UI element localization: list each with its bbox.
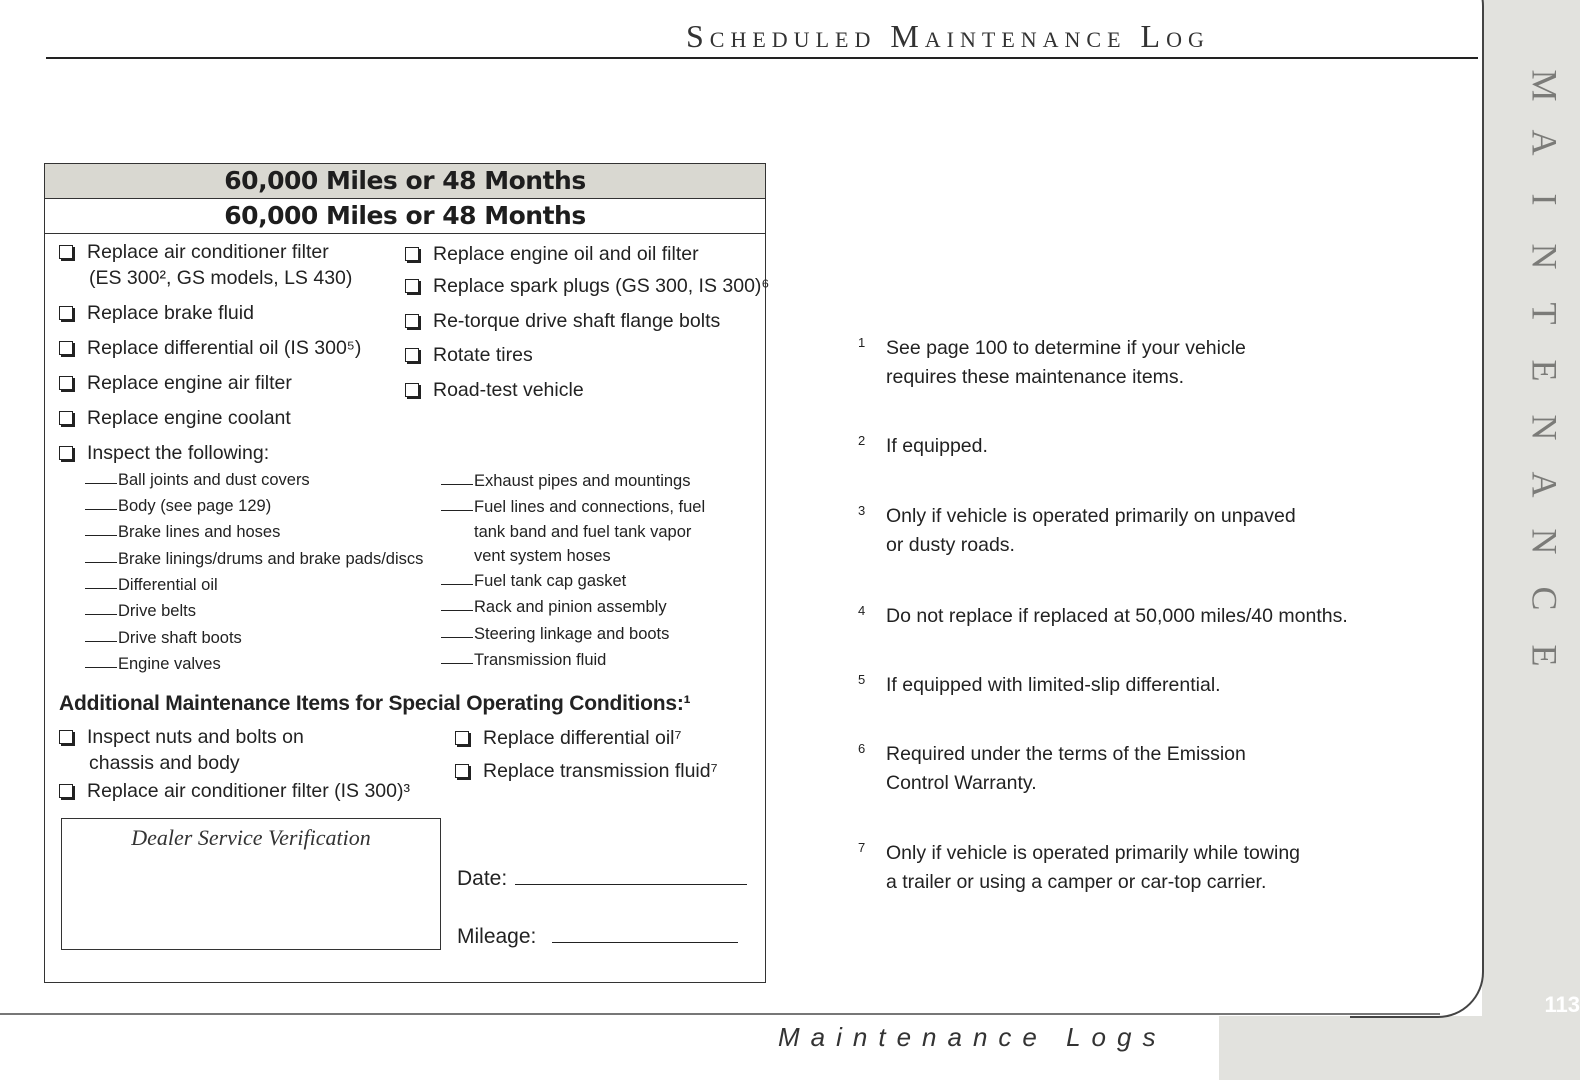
side-tab-letter: M bbox=[1524, 69, 1565, 102]
mileage-field[interactable]: Mileage: bbox=[457, 922, 738, 949]
inspect-item[interactable]: Exhaust pipes and mountings bbox=[441, 468, 690, 494]
inspect-item[interactable]: Brake lines and hoses bbox=[85, 519, 280, 545]
inspect-item[interactable]: Ball joints and dust covers bbox=[85, 467, 310, 493]
checklist-item[interactable]: Inspect the following: bbox=[59, 440, 269, 466]
footer-section-title: Maintenance Logs bbox=[778, 1022, 1167, 1052]
page-number: 113 bbox=[1544, 992, 1580, 1017]
footnote: 1 See page 100 to determine if your vehicle requires these maintenance items. bbox=[858, 335, 1246, 388]
checklist-item[interactable]: Inspect nuts and bolts on chassis and body bbox=[59, 724, 304, 776]
checklist-item[interactable]: Replace engine oil and oil filter bbox=[405, 241, 699, 267]
checklist-item[interactable]: Replace engine air filter bbox=[59, 370, 292, 396]
inspect-item[interactable]: Rack and pinion assembly bbox=[441, 594, 667, 620]
date-input-line[interactable] bbox=[515, 864, 747, 885]
inspect-item[interactable]: Body (see page 129) bbox=[85, 493, 271, 519]
side-tab-label bbox=[1524, 60, 1564, 681]
checkbox-icon[interactable] bbox=[59, 341, 73, 355]
checkbox-icon[interactable] bbox=[405, 348, 419, 362]
side-tab-letter: E bbox=[1524, 644, 1565, 667]
checkbox-icon[interactable] bbox=[59, 446, 73, 460]
page-title: Scheduled Maintenance Log bbox=[686, 18, 1210, 54]
checklist-item[interactable]: Replace differential oil (IS 300⁵) bbox=[59, 335, 361, 361]
bottom-rule bbox=[0, 1013, 1440, 1015]
checkbox-icon[interactable] bbox=[405, 279, 419, 293]
inspect-item[interactable]: Drive belts bbox=[85, 598, 196, 624]
page-frame bbox=[1350, 0, 1484, 1018]
side-tab-letter: A bbox=[1524, 129, 1565, 156]
footnote: 5 If equipped with limited-slip differential. bbox=[858, 672, 1221, 696]
inspect-item[interactable]: Transmission fluid bbox=[441, 647, 606, 673]
checklist-item[interactable]: Replace transmission fluid⁷ bbox=[455, 758, 718, 784]
maintenance-log-box bbox=[44, 163, 770, 983]
inspect-item[interactable]: Steering linkage and boots bbox=[441, 621, 669, 647]
side-tab-letter: E bbox=[1524, 359, 1565, 382]
checklist-item[interactable]: Replace engine coolant bbox=[59, 405, 291, 431]
checkbox-icon[interactable] bbox=[405, 383, 419, 397]
checklist-item[interactable]: Re-torque drive shaft flange bolts bbox=[405, 308, 720, 334]
checkbox-icon[interactable] bbox=[59, 784, 73, 798]
date-field[interactable]: Date: bbox=[457, 864, 747, 891]
inspect-item[interactable]: Brake linings/drums and brake pads/discs bbox=[85, 546, 423, 572]
inspect-item[interactable]: Fuel lines and connections, fuel tank band and fuel tank vapor vent system hoses bbox=[441, 494, 705, 568]
checkbox-icon[interactable] bbox=[59, 376, 73, 390]
checklist-item[interactable]: Replace brake fluid bbox=[59, 300, 254, 326]
checkbox-icon[interactable] bbox=[455, 731, 469, 745]
side-tab-letter: I bbox=[1524, 193, 1565, 206]
checklist-item[interactable]: Replace spark plugs (GS 300, IS 300)⁶ bbox=[405, 273, 769, 299]
checkbox-icon[interactable] bbox=[455, 764, 469, 778]
header-rule bbox=[46, 57, 1478, 59]
checkbox-icon[interactable] bbox=[405, 314, 419, 328]
footnote: 3 Only if vehicle is operated primarily on unpaved or dusty roads. bbox=[858, 503, 1296, 556]
mileage-input-line[interactable] bbox=[552, 922, 738, 943]
bottom-strip bbox=[1219, 1016, 1580, 1080]
inspect-item[interactable]: Fuel tank cap gasket bbox=[441, 568, 626, 594]
footnote: 7 Only if vehicle is operated primarily while towing a trailer or using a camper or car-top carrier. bbox=[858, 840, 1301, 893]
footnote: 2 If equipped. bbox=[858, 433, 988, 457]
checklist-item[interactable]: Road-test vehicle bbox=[405, 377, 584, 403]
interval-band: 60,000 Miles or 48 Months bbox=[45, 199, 765, 234]
inspect-item[interactable]: Drive shaft boots bbox=[85, 625, 242, 651]
footnote: 6 Required under the terms of the Emission Control Warranty. bbox=[858, 741, 1246, 794]
side-tab-letter: N bbox=[1524, 414, 1565, 441]
inspect-item[interactable]: Engine valves bbox=[85, 651, 221, 677]
side-tab-letter: N bbox=[1524, 528, 1565, 555]
checklist-item[interactable]: Replace air conditioner filter (IS 300)³ bbox=[59, 778, 410, 804]
interval-band-shaded: 60,000 Miles or 48 Months bbox=[45, 164, 765, 199]
checkbox-icon[interactable] bbox=[59, 730, 73, 744]
checklist-item[interactable]: Replace differential oil⁷ bbox=[455, 725, 682, 751]
checkbox-icon[interactable] bbox=[59, 306, 73, 320]
inspect-item[interactable]: Differential oil bbox=[85, 572, 218, 598]
dealer-verification-box[interactable] bbox=[61, 818, 441, 950]
checkbox-icon[interactable] bbox=[59, 245, 73, 259]
special-conditions-heading: Additional Maintenance Items for Special Operating Conditions:¹ bbox=[59, 692, 691, 715]
side-tab-letter: A bbox=[1524, 471, 1565, 498]
dealer-verification-title: Dealer Service Verification bbox=[131, 825, 371, 850]
side-tab-letter: T bbox=[1524, 302, 1565, 325]
checklist-item[interactable]: Replace air conditioner filter (ES 300², GS models, LS 430) bbox=[59, 239, 352, 291]
footnote: 4 Do not replace if replaced at 50,000 miles/40 months. bbox=[858, 603, 1348, 627]
checklist-item[interactable]: Rotate tires bbox=[405, 342, 533, 368]
checkbox-icon[interactable] bbox=[59, 411, 73, 425]
side-tab-letter: C bbox=[1524, 586, 1565, 611]
checkbox-icon[interactable] bbox=[405, 247, 419, 261]
side-tab-letter: N bbox=[1524, 243, 1565, 270]
